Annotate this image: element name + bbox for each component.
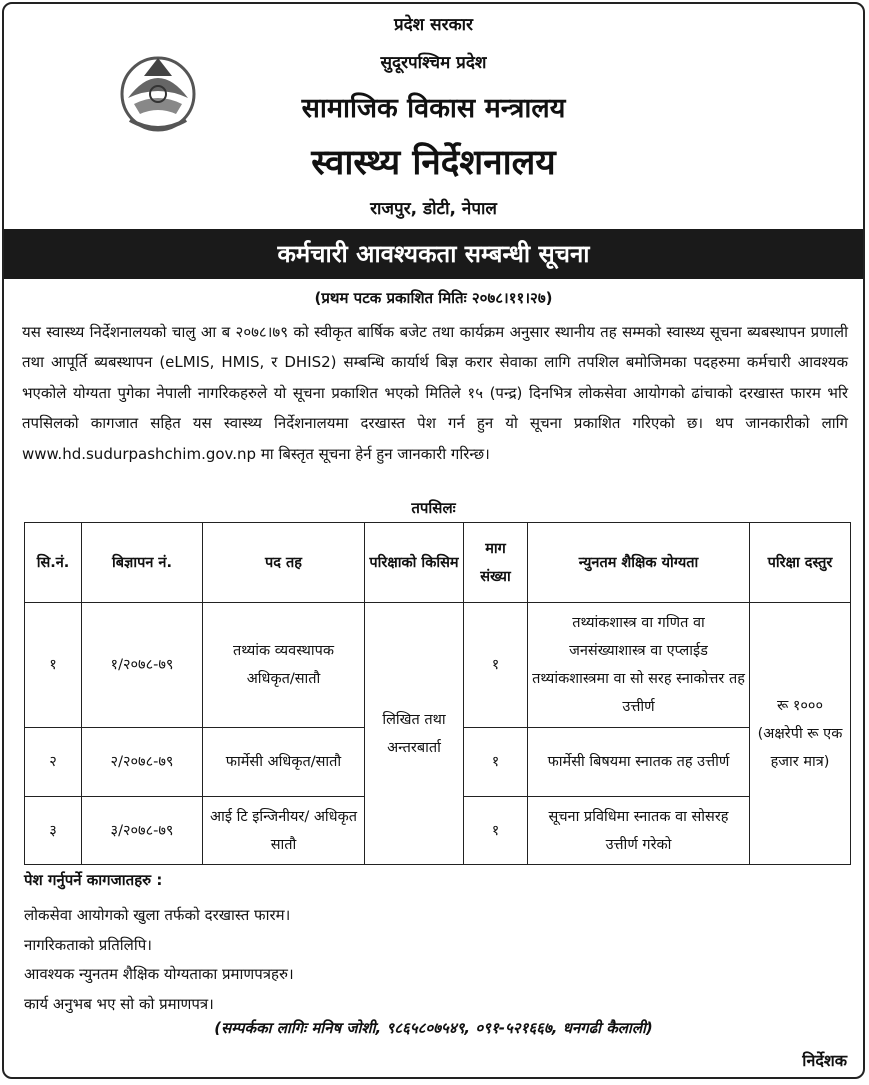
cell-sn: २: [25, 728, 82, 797]
cell-qualification: फार्मेसी बिषयमा स्नातक तह उत्तीर्ण: [528, 728, 750, 797]
header-post: पद तह: [203, 523, 365, 603]
header-ad-number: बिज्ञापन नं.: [82, 523, 203, 603]
cell-fee: रू १००० (अक्षरेपी रू एक हजार मात्र): [750, 603, 851, 865]
header-fee: परिक्षा दस्तुर: [750, 523, 851, 603]
cell-sn: ३: [25, 797, 82, 865]
header-demand: माग संख्या: [464, 523, 528, 603]
header-sn: सि.नं.: [25, 523, 82, 603]
list-item: नागरिकताको प्रतिलिपि।: [24, 935, 152, 954]
vacancy-table: [24, 522, 851, 865]
header-exam-type: परिक्षाको किसिम: [365, 523, 464, 603]
notice-body: यस स्वास्थ्य निर्देशनालयको चालु आ ब २०७८।७९ को स्वीकृत बार्षिक बजेट तथा कार्यक्रम अनुसार स्थानीय तह सम्मको स्वास्थ्य सूचना ब्यबस्थापन प्रणाली तथा आपूर्ति ब्यबस्थापन (eLMIS, HMIS, र DHIS2) सम्बन्धि कार्यार्थ बिज्ञ करार सेवाका लागि तपशिल बमोजिमका पदहरुमा कर्मचारी आवश्यक भएकोले योग्यता पुगेका नेपाली नागरिकहरुले यो सूचना प्रकाशित भएको मितिले १५ (पन्द्र) दिनभित्र लोकसेवा आयोगको ढांचाको दरखास्त फारम भरि तपसिलको कागजात सहित यस स्वास्थ्य निर्देशनालयमा दरखास्त पेश गर्न हुन यो सूचना प्रकाशित गरिएको छ। थप जानकारीको लागि www.hd.sudurpashchim.gov.np मा बिस्तृत सूचना हेर्न हुन जानकारी गरिन्छ।: [22, 323, 848, 463]
cell-ad-number: १/२०७८-७९: [82, 603, 203, 728]
cell-demand: १: [464, 728, 528, 797]
cell-post: आई टि इन्जिनीयर/ अधिकृत सातौ: [203, 797, 365, 865]
contact-info: (सम्पर्कका लागिः मनिष जोशी, ९८६५८०७५४९, ०९१-५२१६६७, धनगढी कैलाली): [214, 1019, 653, 1037]
table-caption: तपसिलः: [411, 499, 456, 517]
cell-post: तथ्यांक व्यवस्थापक अधिकृत/सातौ: [203, 603, 365, 728]
notice-page: [2, 2, 865, 1079]
header-qualification: न्युनतम शैक्षिक योग्यता: [528, 523, 750, 603]
list-item: आवश्यक न्युनतम शैक्षिक योग्यताका प्रमाणपत्रहरु।: [24, 965, 294, 984]
cell-qualification: तथ्यांकशास्त्र वा गणित वा जनसंख्याशास्त्र वा एप्लाईड तथ्यांकशास्त्रमा वा सो सरह स्नाकोत्तर तह उत्तीर्ण: [528, 603, 750, 728]
ministry-name: सामाजिक विकास मन्त्रालय: [301, 93, 566, 124]
cell-post: फार्मेसी अधिकृत/सातौ: [203, 728, 365, 797]
cell-ad-number: ३/२०७८-७९: [82, 797, 203, 865]
office-address: राजपुर, डोटी, नेपाल: [370, 199, 497, 219]
province-government: प्रदेश सरकार: [393, 15, 474, 35]
signature: निर्देशक: [802, 1051, 847, 1070]
cell-ad-number: २/२०७८-७९: [82, 728, 203, 797]
list-item: कार्य अनुभब भए सो को प्रमाणपत्र।: [24, 994, 214, 1013]
notice-title: कर्मचारी आवश्यकता सम्बन्धी सूचना: [4, 229, 863, 279]
publication-date: (प्रथम पटक प्रकाशित मितिः २०७८।११।२७): [314, 289, 553, 307]
cell-sn: १: [25, 603, 82, 728]
directorate-name: स्वास्थ्य निर्देशनालय: [311, 143, 556, 183]
list-item: लोकसेवा आयोगको खुला तर्फको दरखास्त फारम।: [24, 906, 291, 924]
cell-demand: १: [464, 797, 528, 865]
documents-title: पेश गर्नुपर्ने कागजातहरु :: [24, 871, 163, 889]
documents-list: [24, 901, 294, 1019]
cell-exam-type: लिखित तथा अन्तरबार्ता: [365, 603, 464, 865]
table-header-row: [25, 523, 851, 603]
cell-demand: १: [464, 603, 528, 728]
table-row: [25, 603, 851, 728]
cell-qualification: सूचना प्रविधिमा स्नातक वा सोसरह उत्तीर्ण गरेको: [528, 797, 750, 865]
province-name: सुदूरपश्चिम प्रदेश: [380, 53, 487, 73]
